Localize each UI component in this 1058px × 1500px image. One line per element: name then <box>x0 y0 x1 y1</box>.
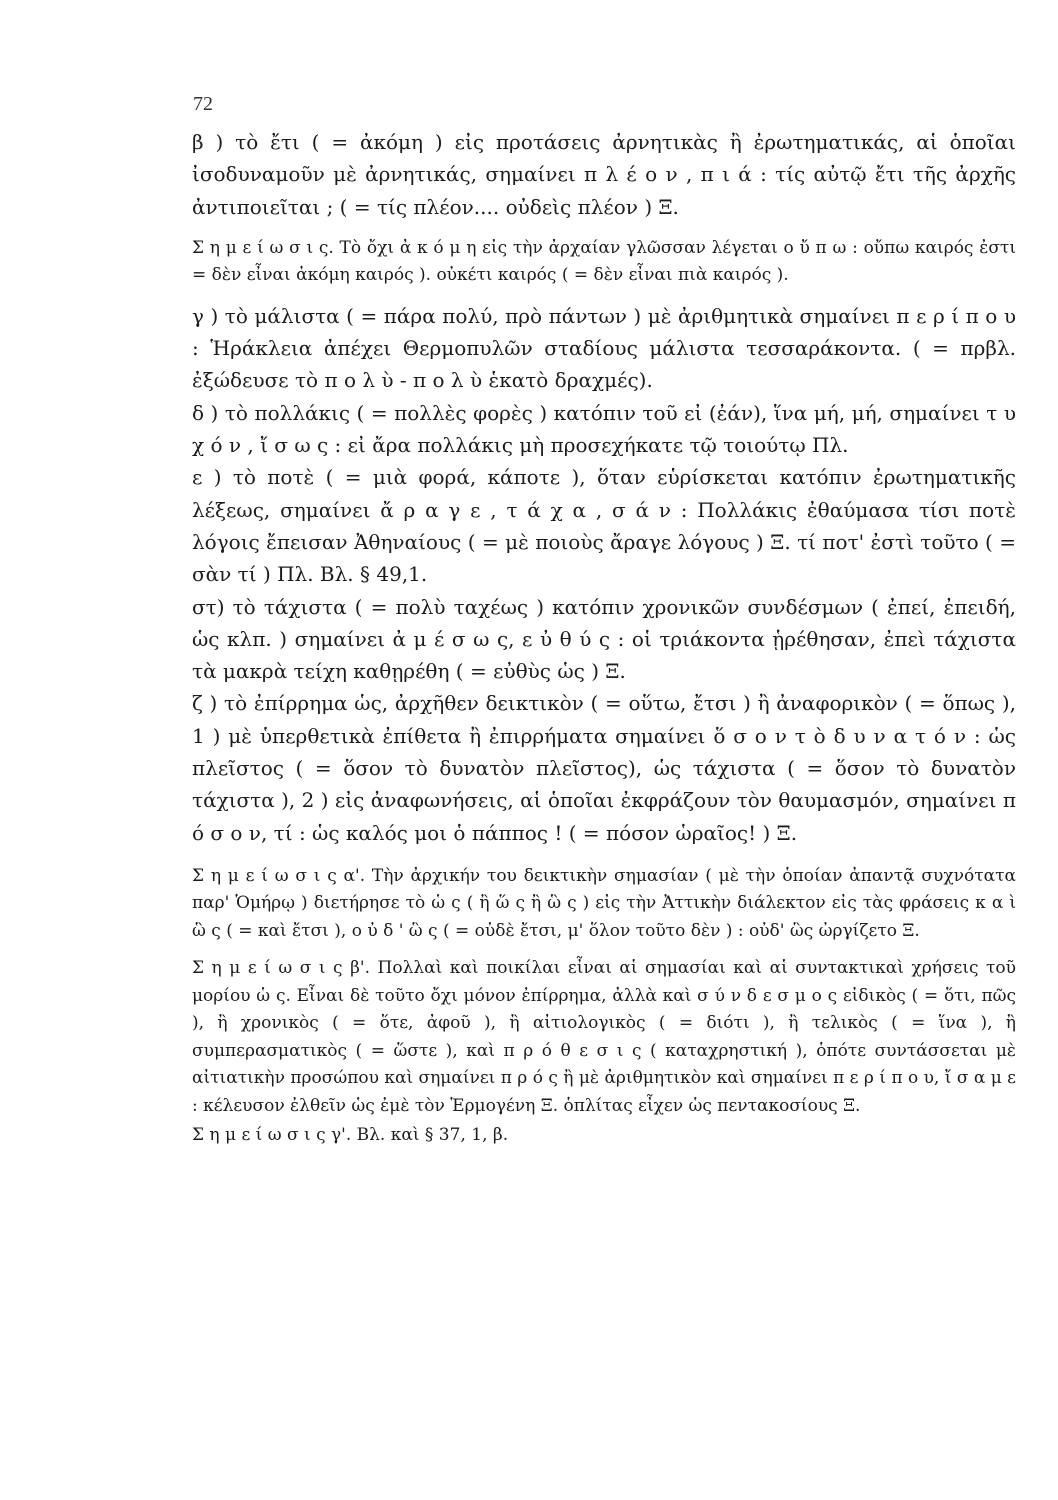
note-paragraph-b: Σ η μ ε ί ω σ ι ς β'. Πολλαὶ καὶ ποικίλαι εἶναι αἱ σημασίαι καὶ αἱ συντακτικαὶ χρήσεις τοῦ μορίου ὡ ς. Εἶναι δὲ τοῦτο ὄχι μόνον ἐπίρρημα, ἀλλὰ καὶ σ ύ ν δ ε σ μ ο ς εἰδικὸς ( = ὅτι, πῶς ), ἢ χρονικὸς ( = ὅτε, ἀφοῦ ), ἢ αἰτιολογικὸς ( = διότι ), ἢ τελικὸς ( = ἵνα ), ἢ συμπερασματικὸς ( = ὥστε ), καὶ π ρ ό θ ε σ ι ς ( καταχρηστική ), ὁπότε συντάσσεται μὲ αἰτιατικὴν προσώπου καὶ σημαίνει π ρ ό ς ἢ μὲ ἀριθμητικὸν καὶ σημαίνει π ε ρ ί π ο υ, ἴ σ α μ ε : κέλευσον ἐλθεῖν ὡς ἐμὲ τὸν Ἑρμογένη Ξ. ὁπλίτας εἶχεν ὡς πεντακοσίους Ξ. <box>192 958 1016 1116</box>
page-body <box>192 126 1016 1150</box>
paragraph-beta: β ) τὸ ἔτι ( = ἀκόμη ) εἰς προτάσεις ἀρνητικὰς ἢ ἐρωτηματικάς, αἱ ὁποῖαι ἰσοδυναμοῦν μὲ ἀρνητικάς, σημαίνει π λ έ ο ν , π ι ά : τίς αὐτῷ ἔτι τῆς ἀρχῆς ἀντιποιεῖται ; ( = τίς πλέον.... οὐδεὶς πλέον ) Ξ. <box>192 130 1016 219</box>
paragraph-gamma: γ ) τὸ μάλιστα ( = πάρα πολύ, πρὸ πάντων ) μὲ ἀριθμητικὰ σημαίνει π ε ρ ί π ο υ : Ἡράκλεια ἀπέχει Θερμοπυλῶν σταδίους μάλιστα τεσσαράκοντα. ( = πρβλ. ἐξώδευσε τὸ π ο λ ὺ - π ο λ ὺ ἑκατὸ δραχμές). <box>192 303 1016 393</box>
note-paragraph-c: Σ η μ ε ί ω σ ι ς γ'. Βλ. καὶ § 37, 1, β. <box>192 1125 509 1146</box>
note-paragraph-a: Σ η μ ε ί ω σ ι ς α'. Τὴν ἀρχικήν του δεικτικὴν σημασίαν ( μὲ τὴν ὁποίαν ἀπαντᾷ συχνότατα παρ' Ὁμήρῳ ) διετήρησε τὸ ὡ ς ( ἢ ὥ ς ἢ ὣ ς ) εἰς τὴν Ἀττικὴν διάλεκτον εἰς τὰς φράσεις κ α ὶ ὣ ς ( = καὶ ἔτσι ), ο ὐ δ ' ὣ ς ( = οὐδὲ ἔτσι, μ' ὅλον τοῦτο δὲν ) : οὐδ' ὣς ὠργίζετο Ξ. <box>192 865 1016 941</box>
note-paragraph-beta: Σ η μ ε ί ω σ ι ς. Τὸ ὄχι ἀ κ ό μ η εἰς τὴν ἀρχαίαν γλῶσσαν λέγεται ο ὔ π ω : οὔπω καιρός ἐστι = δὲν εἶναι ἀκόμη καιρός ). οὐκέτι καιρός ( = δὲν εἶναι πιὰ καιρός ). <box>192 237 1016 286</box>
paragraph-stigma: στ) τὸ τάχιστα ( = πολὺ ταχέως ) κατόπιν χρονικῶν συνδέσμων ( ἐπεί, ἐπειδή, ὡς κλπ. ) σημαίνει ἀ μ έ σ ω ς, ε ὐ θ ύ ς : οἱ τριάκοντα ᾑρέθησαν, ἐπεὶ τάχιστα τὰ μακρὰ τείχη καθῃρέθη ( = εὐθὺς ὡς ) Ξ. <box>192 594 1016 684</box>
paragraph-delta: δ ) τὸ πολλάκις ( = πολλὲς φορὲς ) κατόπιν τοῦ εἰ (ἐάν), ἵνα μή, μή, σημαίνει τ υ χ ό ν , ἴ σ ω ς : εἰ ἄρα πολλάκις μὴ προσεχήκατε τῷ τοιούτῳ Πλ. <box>192 400 1016 458</box>
paragraph-epsilon: ε ) τὸ ποτὲ ( = μιὰ φορά, κάποτε ), ὅταν εὑρίσκεται κατόπιν ἐρωτηματικῆς λέξεως, σημαίνει ἄ ρ α γ ε , τ ά χ α , σ ά ν : Πολλάκις ἐθαύμασα τίσι ποτὲ λόγοις ἔπεισαν Ἀθηναίους ( = μὲ ποιοὺς ἄραγε λόγους ) Ξ. τί ποτ' ἐστὶ τοῦτο ( = σὰν τί ) Πλ. Βλ. § 49,1. <box>192 465 1016 587</box>
page-number: 72 <box>193 93 213 115</box>
paragraph-zeta: ζ ) τὸ ἐπίρρημα ὡς, ἀρχῆθεν δεικτικὸν ( = οὕτω, ἔτσι ) ἢ ἀναφορικὸν ( = ὅπως ), 1 ) μὲ ὑπερθετικὰ ἐπίθετα ἢ ἐπιρρήματα σημαίνει ὅ σ ο ν τ ὸ δ υ ν α τ ό ν : ὡς πλεῖστος ( = ὅσον τὸ δυνατὸν πλεῖστος), ὡς τάχιστα ( = ὅσον τὸ δυνατὸν τάχιστα ), 2 ) εἰς ἀναφωνήσεις, αἱ ὁποῖαι ἐκφράζουν τὸν θαυμασμόν, σημαίνει π ό σ ο ν, τί : ὡς καλός μοι ὁ πάππος ! ( = πόσον ὡραῖος! ) Ξ. <box>192 691 1016 845</box>
